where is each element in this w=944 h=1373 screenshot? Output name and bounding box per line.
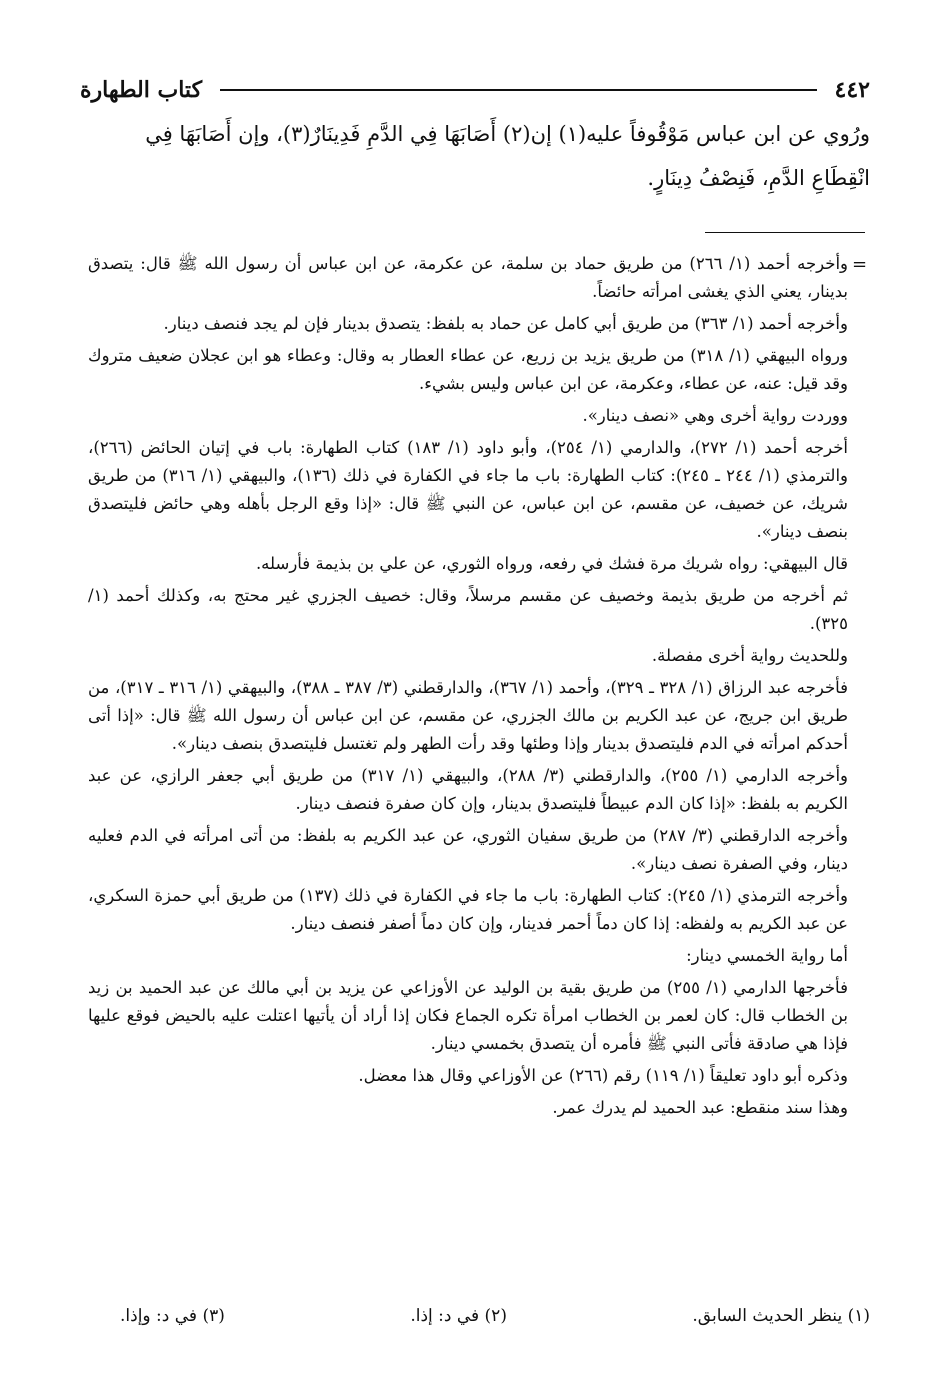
note-paragraph: وأخرجه الدارمي (١/ ٢٥٥)، والدارقطني (٣/ ٢٨٨)، والبيهقي (١/ ٣١٧) من طريق أبي جعفر الرازي، عن عبد الكريم به بلفظ: «إذا كان الدم عبيطاً فليتصدق بدينار، وإن كان صفرة فنصف دينار.: [88, 766, 848, 813]
note-paragraph: أما رواية الخمسي دينار:: [686, 946, 848, 965]
page-number: ٤٤٢: [834, 77, 870, 103]
footnote: (١) ينظر الحديث السابق.: [692, 1306, 870, 1326]
footnote: (٢) في د: إذا.: [410, 1306, 507, 1326]
note-paragraph: وأخرجه الترمذي (١/ ٢٤٥): كتاب الطهارة: باب ما جاء في الكفارة في ذلك (١٣٧) من طريق أبي حمزة السكري، عن عبد الكريم به ولفظه: إذا كان دماً أحمر فدينار، وإن كان دماً أصفر فنصف دينار.: [88, 886, 848, 933]
chapter-title: كتاب الطهارة: [80, 77, 203, 103]
page-header: [80, 70, 870, 110]
note-paragraph: وأخرجه أحمد (١/ ٢٦٦) من طريق حماد بن سلمة، عن عكرمة، عن ابن عباس أن رسول الله ﷺ قال: يتصدق بدينار، يعني الذي يغشى امرأته حائضاً.: [88, 254, 848, 301]
note-paragraph: وأخرجه أحمد (١/ ٣٦٣) من طريق أبي كامل عن حماد به بلفظ: يتصدق بدينار فإن لم يجد فنصف دينار.: [163, 314, 848, 333]
footnotes: [120, 1306, 870, 1326]
footnote-separator: [705, 232, 865, 233]
note-paragraph: قال البيهقي: رواه شريك مرة فشك في رفعه، ورواه الثوري، عن علي بن بذيمة فأرسله.: [255, 554, 848, 573]
note-paragraph: فأخرجه عبد الرزاق (١/ ٣٢٨ ـ ٣٢٩)، وأحمد (١/ ٣٦٧)، والدارقطني (٣/ ٣٨٧ ـ ٣٨٨)، والبيهقي (١/ ٣١٦ ـ ٣١٧)، من طريق ابن جريج، عن عبد الكريم بن مالك الجزري، عن مقسم، عن ابن عباس أن رسول الله ﷺ قال: «إذا أتى أحدكم امرأته في الدم فليتصدق بدينار وإذا وطئها وقد رأت الطهر ولم تغتسل فليتصدق بنصف دينار».: [88, 678, 849, 753]
note-paragraph: وذكره أبو داود تعليقاً (١/ ١١٩) رقم (٢٦٦) عن الأوزاعي وقال هذا معضل.: [358, 1066, 848, 1085]
header-rule: [220, 89, 817, 91]
note-paragraph: وللحديث رواية أخرى مفصلة.: [651, 646, 848, 665]
main-text-line: ورُوي عن ابن عباس مَوْقُوفاً عليه(١) إن(٢) أَصَابَهَا فِي الدَّمِ فَدِينَارٌ(٣)، وإن أَصَابَهَا فِي: [145, 122, 870, 146]
note-paragraph: وأخرجه الدارقطني (٣/ ٢٨٧) من طريق سفيان الثوري، عن عبد الكريم به بلفظ: من أتى امرأته في الدم فعليه دينار، وفي الصفرة نصف دينار».: [88, 826, 848, 873]
note-paragraph: ثم أخرجه من طريق بذيمة وخصيف عن مقسم مرسلاً، وقال: خصيف الجزري غير محتج به، وكذلك أحمد (١/ ٣٢٥).: [88, 586, 848, 633]
note-paragraph: ورواه البيهقي (١/ ٣١٨) من طريق يزيد بن زريع، عن عطاء العطار به وقال: وعطاء هو ابن عجلان ضعيف متروك وقد قيل: عنه، عن عطاء، وعكرمة، عن ابن عباس وليس بشيء.: [88, 346, 848, 393]
note-paragraph: وهذا سند منقطع: عبد الحميد لم يدرك عمر.: [552, 1098, 848, 1117]
note-paragraph: ووردت رواية أخرى وهي «نصف دينار».: [582, 406, 848, 425]
main-text: [82, 112, 870, 200]
commentary-notes: [88, 250, 848, 1126]
note-paragraph: أخرجه أحمد (١/ ٢٧٢)، والدارمي (١/ ٢٥٤)، وأبو داود (١/ ١٨٣) كتاب الطهارة: باب في إتيان الحائض (٢٦٦)، والترمذي (١/ ٢٤٤ ـ ٢٤٥): كتاب الطهارة: باب ما جاء في الكفارة في ذلك (١٣٦)، والبيهقي (١/ ٣١٦) من طريق شريك، عن خصيف، عن مقسم، عن ابن عباس، عن النبي ﷺ قال: «إذا وقع الرجل بأهله وهي حائض فليتصدق بنصف دينار».: [88, 438, 849, 541]
main-text-line: انْقِطَاعِ الدَّمِ، فَنِصْفُ دِينَارٍ.: [647, 166, 870, 190]
footnote: (٣) في د: وإذا.: [120, 1306, 225, 1326]
continuation-mark: =: [852, 254, 868, 275]
note-paragraph: فأخرجها الدارمي (١/ ٢٥٥) من طريق بقية بن الوليد عن الأوزاعي عن يزيد بن أبي مالك عن عبد الحميد بن زيد بن الخطاب قال: كان لعمر بن الخطاب امرأة تكره الجماع فكان إذا أراد أن يأتيها اعتلت عليه بالحيض فوقع عليها فإذا هي صادقة فأتى النبي ﷺ فأمره أن يتصدق بخمسي دينار.: [88, 978, 848, 1053]
